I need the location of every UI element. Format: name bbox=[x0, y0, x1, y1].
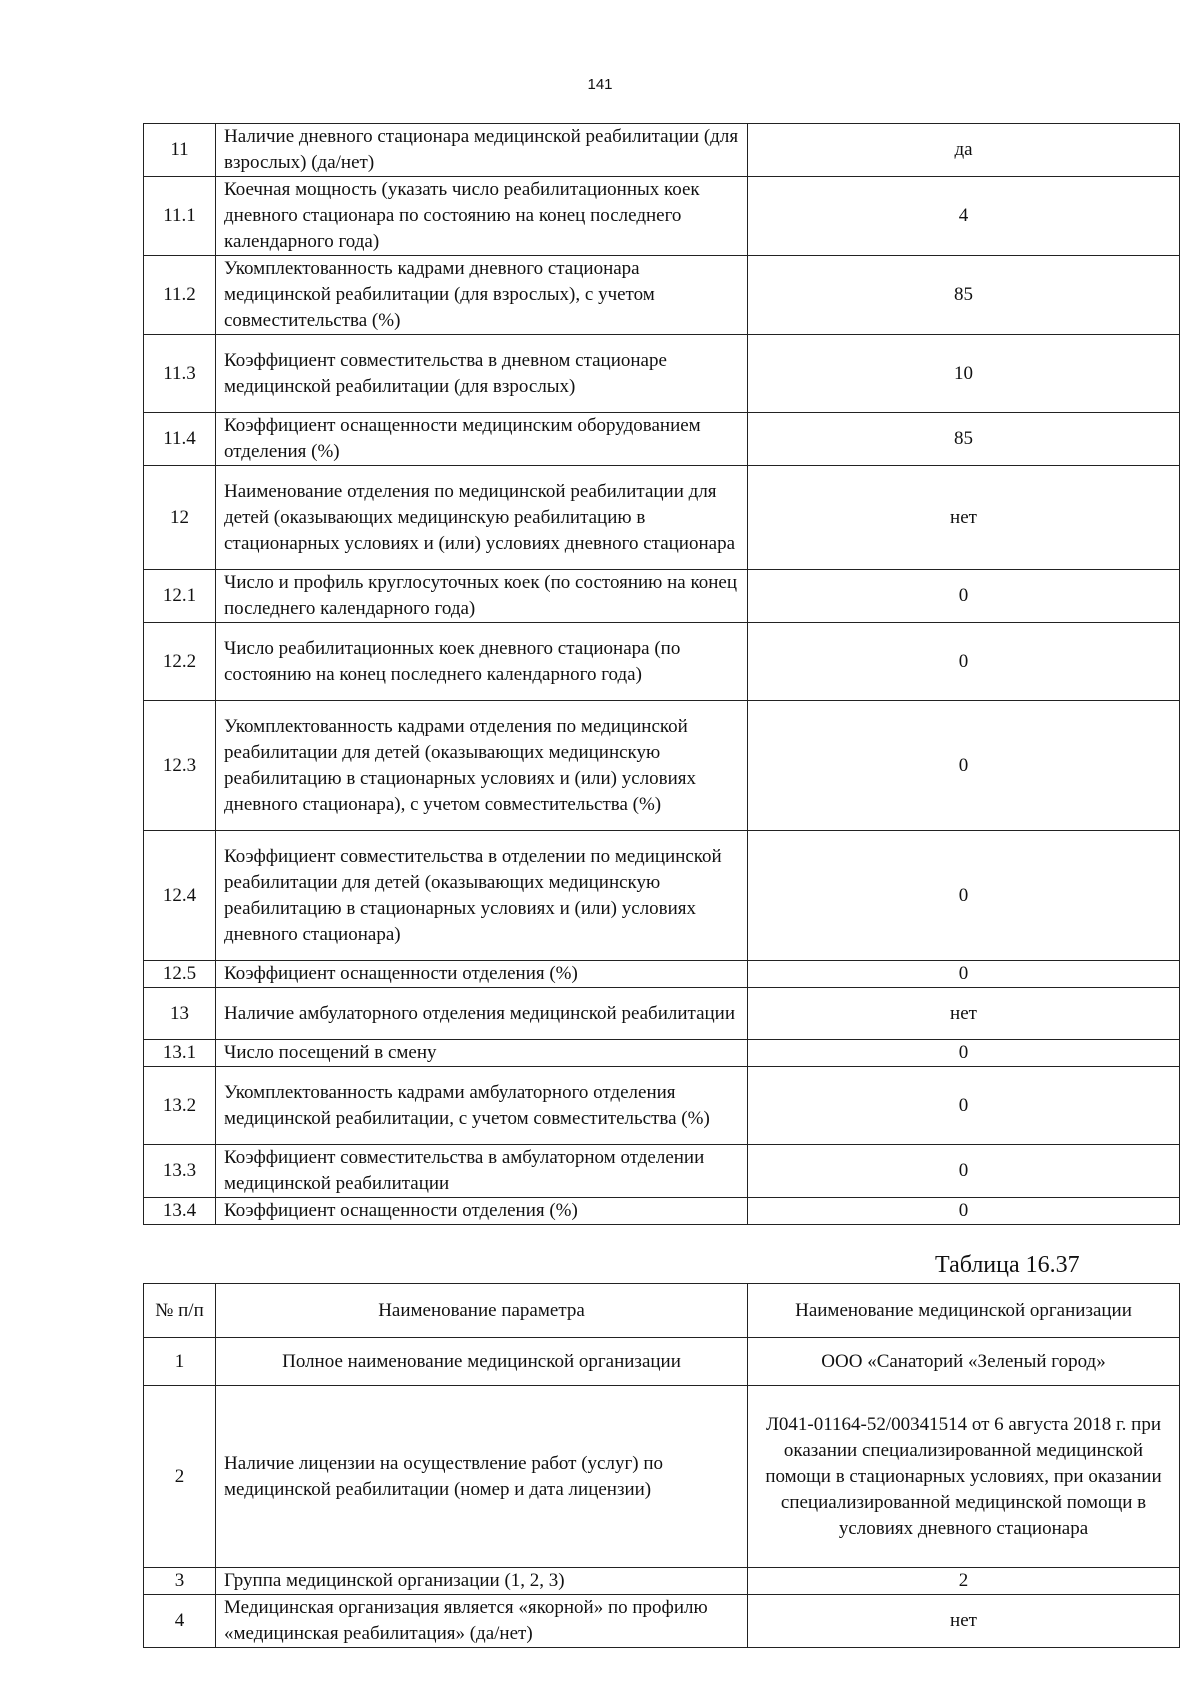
table-row bbox=[144, 1595, 1180, 1648]
table-row bbox=[144, 1568, 1180, 1595]
row-number: 12 bbox=[144, 466, 216, 570]
parameter-value: нет bbox=[748, 988, 1180, 1040]
parameter-value: нет bbox=[748, 1595, 1180, 1648]
row-number: 11.1 bbox=[144, 177, 216, 256]
parameter-value: 0 bbox=[748, 1145, 1180, 1198]
parameter-name: Наличие лицензии на осуществление работ (услуг) по медицинской реабилитации (номер и дата лицензии) bbox=[216, 1386, 748, 1568]
table-row bbox=[144, 988, 1180, 1040]
parameter-value: Л041-01164-52/00341514 от 6 августа 2018 г. при оказании специализированной медицинской помощи в стационарных условиях, при оказании специализированной медицинской помощи в условиях дневного стационара bbox=[748, 1386, 1180, 1568]
table-row bbox=[144, 831, 1180, 961]
parameter-name: Полное наименование медицинской организации bbox=[216, 1338, 748, 1386]
row-number: 12.5 bbox=[144, 961, 216, 988]
table-row bbox=[144, 1338, 1180, 1386]
parameter-name: Группа медицинской организации (1, 2, 3) bbox=[216, 1568, 748, 1595]
parameter-name: Наименование отделения по медицинской реабилитации для детей (оказывающих медицинскую реабилитацию в стационарных условиях и (или) условиях дневного стационара bbox=[216, 466, 748, 570]
rehab-parameters-table bbox=[143, 123, 1180, 1225]
table-header-row bbox=[144, 1284, 1180, 1338]
table-caption: Таблица 16.37 bbox=[935, 1252, 1080, 1278]
parameter-name: Медицинская организация является «якорной» по профилю «медицинская реабилитация» (да/нет) bbox=[216, 1595, 748, 1648]
table-row bbox=[144, 335, 1180, 413]
parameter-name: Коэффициент оснащенности медицинским оборудованием отделения (%) bbox=[216, 413, 748, 466]
parameter-value: 2 bbox=[748, 1568, 1180, 1595]
parameter-value: 10 bbox=[748, 335, 1180, 413]
table-row bbox=[144, 961, 1180, 988]
table-row bbox=[144, 256, 1180, 335]
header-number: № п/п bbox=[144, 1284, 216, 1338]
row-number: 12.2 bbox=[144, 623, 216, 701]
row-number: 13.1 bbox=[144, 1040, 216, 1067]
table-row bbox=[144, 1040, 1180, 1067]
row-number: 12.4 bbox=[144, 831, 216, 961]
table-row bbox=[144, 1067, 1180, 1145]
parameter-name: Наличие дневного стационара медицинской реабилитации (для взрослых) (да/нет) bbox=[216, 124, 748, 177]
parameter-value: 0 bbox=[748, 570, 1180, 623]
header-parameter: Наименование параметра bbox=[216, 1284, 748, 1338]
parameter-name: Укомплектованность кадрами амбулаторного отделения медицинской реабилитации, с учетом совместительства (%) bbox=[216, 1067, 748, 1145]
parameter-value: нет bbox=[748, 466, 1180, 570]
row-number: 11 bbox=[144, 124, 216, 177]
parameter-value: 0 bbox=[748, 961, 1180, 988]
row-number: 12.3 bbox=[144, 701, 216, 831]
table-row bbox=[144, 413, 1180, 466]
parameter-value: да bbox=[748, 124, 1180, 177]
table-row bbox=[144, 701, 1180, 831]
parameter-value: 0 bbox=[748, 1067, 1180, 1145]
table-row bbox=[144, 570, 1180, 623]
parameter-name: Коэффициент совместительства в дневном стационаре медицинской реабилитации (для взрослых) bbox=[216, 335, 748, 413]
row-number: 11.2 bbox=[144, 256, 216, 335]
row-number: 13.2 bbox=[144, 1067, 216, 1145]
row-number: 12.1 bbox=[144, 570, 216, 623]
parameter-name: Укомплектованность кадрами отделения по медицинской реабилитации для детей (оказывающих медицинскую реабилитацию в стационарных условиях и (или) условиях дневного стационара), с учетом совместительства (%) bbox=[216, 701, 748, 831]
table-row bbox=[144, 623, 1180, 701]
parameter-value: 0 bbox=[748, 1198, 1180, 1225]
parameter-name: Коэффициент оснащенности отделения (%) bbox=[216, 1198, 748, 1225]
parameter-value: 0 bbox=[748, 623, 1180, 701]
row-number: 4 bbox=[144, 1595, 216, 1648]
table-row bbox=[144, 1386, 1180, 1568]
row-number: 1 bbox=[144, 1338, 216, 1386]
table-row bbox=[144, 177, 1180, 256]
row-number: 11.3 bbox=[144, 335, 216, 413]
parameter-name: Наличие амбулаторного отделения медицинской реабилитации bbox=[216, 988, 748, 1040]
parameter-name: Коечная мощность (указать число реабилитационных коек дневного стационара по состоянию на конец последнего календарного года) bbox=[216, 177, 748, 256]
parameter-name: Число и профиль круглосуточных коек (по состоянию на конец последнего календарного года) bbox=[216, 570, 748, 623]
parameter-value: 0 bbox=[748, 701, 1180, 831]
row-number: 2 bbox=[144, 1386, 216, 1568]
parameter-value: 0 bbox=[748, 1040, 1180, 1067]
row-number: 13.3 bbox=[144, 1145, 216, 1198]
parameter-name: Укомплектованность кадрами дневного стационара медицинской реабилитации (для взрослых), с учетом совместительства (%) bbox=[216, 256, 748, 335]
table-row bbox=[144, 1145, 1180, 1198]
parameter-name: Число реабилитационных коек дневного стационара (по состоянию на конец последнего календарного года) bbox=[216, 623, 748, 701]
parameter-name: Коэффициент совместительства в отделении по медицинской реабилитации для детей (оказывающих медицинскую реабилитацию в стационарных условиях и (или) условиях дневного стационара) bbox=[216, 831, 748, 961]
parameter-name: Коэффициент оснащенности отделения (%) bbox=[216, 961, 748, 988]
row-number: 11.4 bbox=[144, 413, 216, 466]
row-number: 3 bbox=[144, 1568, 216, 1595]
parameter-value: 0 bbox=[748, 831, 1180, 961]
parameter-value: ООО «Санаторий «Зеленый город» bbox=[748, 1338, 1180, 1386]
parameter-name: Число посещений в смену bbox=[216, 1040, 748, 1067]
parameter-value: 85 bbox=[748, 413, 1180, 466]
table-row bbox=[144, 466, 1180, 570]
header-organization: Наименование медицинской организации bbox=[748, 1284, 1180, 1338]
parameter-value: 4 bbox=[748, 177, 1180, 256]
page-number: 141 bbox=[587, 76, 613, 93]
parameter-name: Коэффициент совместительства в амбулаторном отделении медицинской реабилитации bbox=[216, 1145, 748, 1198]
table-row bbox=[144, 1198, 1180, 1225]
row-number: 13 bbox=[144, 988, 216, 1040]
organization-info-table bbox=[143, 1283, 1180, 1648]
row-number: 13.4 bbox=[144, 1198, 216, 1225]
table-row bbox=[144, 124, 1180, 177]
parameter-value: 85 bbox=[748, 256, 1180, 335]
